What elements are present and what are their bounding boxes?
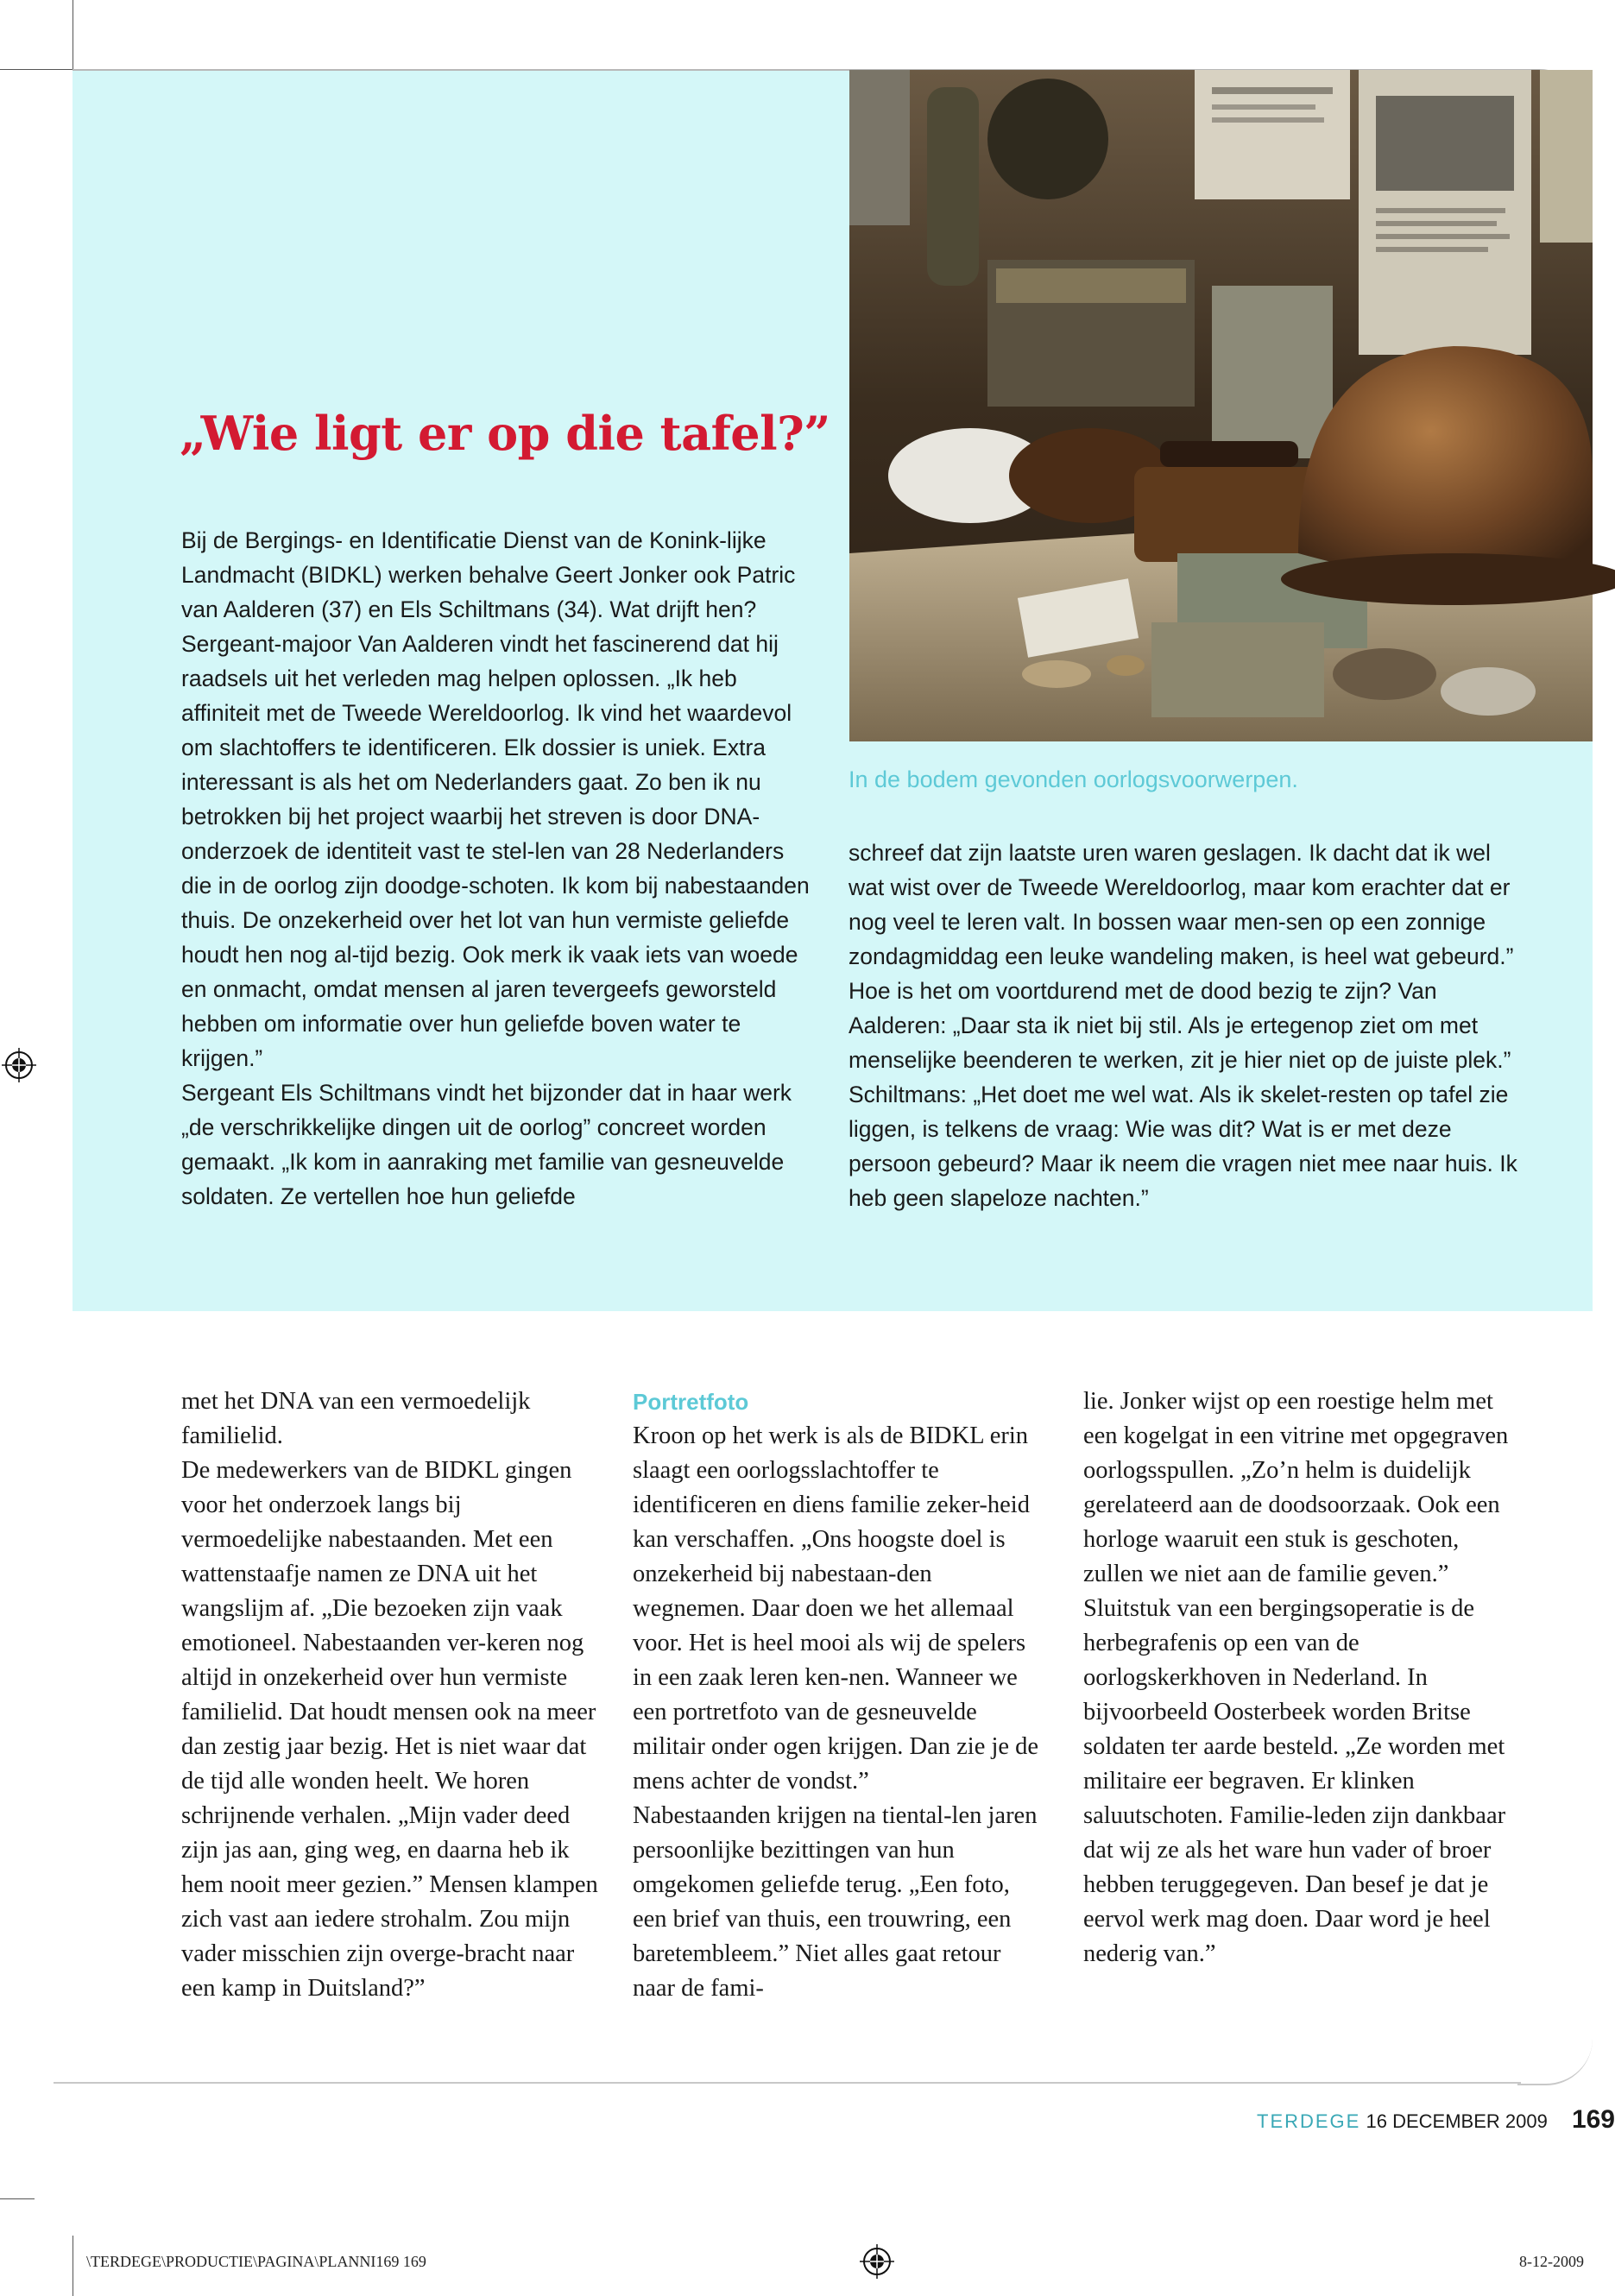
slug-path: \TERDEGE\PRODUCTIE\PAGINA\PLANNI169 169 [86, 2253, 426, 2270]
slug-date: 8-12-2009 [1519, 2253, 1584, 2270]
body-paragraph: Sluitstuk van een bergingsoperatie is de herbegrafenis op een van de oorlogskerkhoven in Nederland. In bijvoorbeeld Oosterbeek worden Britse soldaten ter aarde besteld. „Ze worden met militaire eer begraven. Er klinken saluutschoten. Familie-leden zijn dankbaar dat wij ze als het ware hun vader of broer hebben teruggegeven. Dan besef je dat je eervol werk mag doen. Daar word je heel nederig van.” [1083, 1595, 1506, 1967]
body-paragraph: De medewerkers van de BIDKL gingen voor het onderzoek langs bij vermoedelijke nabestaanden. Met een wattenstaafje namen ze DNA uit het wangslijm af. „Die bezoeken zijn vaak emotioneel. Nabestaanden ver-keren nog altijd in onzekerheid over hun vermiste familielid. Dat houdt mensen ook na meer dan zestig jaar bezig. Het is niet waar dat de tijd alle wonden heelt. We horen schrijnende verhalen. „Mijn vader deed zijn jas aan, ging weg, en daarna heb ik hem nooit meer gezien.” Mensen klampen zich vast aan iedere strohalm. Zou mijn vader misschien zijn overge-bracht naar een kamp in Duitsland?” [181, 1457, 598, 2002]
body-column-1 [181, 1385, 604, 2006]
artifacts-photo [849, 70, 1593, 741]
crop-mark [0, 2198, 35, 2199]
artifacts-illustration [849, 70, 1593, 741]
footer-rule [54, 2082, 1521, 2084]
intro-text [181, 523, 811, 1214]
box-paragraph: Hoe is het om voortdurend met de dood bezig te zijn? Van Aalderen: „Daar sta ik niet bij stil. Als je ertegenop ziet om met menselijke beenderen te werken, zit je hier niet op de juiste plek.” Schiltmans: „Het doet me wel wat. Als ik skelet-resten op tafel zie liggen, is telkens de vraag: Wie was dit? Wat is er met deze persoon gebeurd? Maar ik neem die vragen niet mee naar huis. Ik heb geen slapeloze nachten.” [849, 978, 1517, 1211]
subheading-portretfoto: Portretfoto [633, 1389, 749, 1415]
body-column-2 [633, 1385, 1045, 2006]
photo-caption: In de bodem gevonden oorlogsvoorwerpen. [849, 766, 1298, 792]
registration-mark-icon [2, 1048, 36, 1082]
crop-mark [0, 69, 73, 70]
page-footer [1257, 2105, 1615, 2135]
box-paragraph: schreef dat zijn laatste uren waren geslagen. Ik dacht dat ik wel wat wist over de Tweede Wereldoorlog, maar kom erachter dat er nog veel te leren valt. In bossen waar men-sen op een zonnige zondagmiddag een leuke wandeling maken, is heel wat gebeurd.” [849, 840, 1514, 969]
body-paragraph: Kroon op het werk is als de BIDKL erin slaagt een oorlogsslachtoffer te identificeren en diens familie zeker-heid kan verschaffen. „Ons hoogste doel is onzekerheid bij nabestaan-den wegnemen. Daar doen we het allemaal voor. Het is heel mooi als wij de spelers in een zaak leren ken-nen. Wanneer we een portretfoto van de gesneuvelde militair onder ogen krijgen. Dan zie je de mens achter de vondst.” [633, 1422, 1039, 1795]
article-heading: „Wie ligt er op die tafel?” [180, 406, 830, 461]
footer-corner-curve [1517, 2039, 1593, 2085]
body-paragraph: Nabestaanden krijgen na tiental-len jaren persoonlijke bezittingen van hun omgekomen geliefde terug. „Een foto, een brief van thuis, een trouwring, een baretembleem.” Niet alles gaat retour naar de fami- [633, 1802, 1038, 2002]
magazine-name: TERDEGE [1257, 2110, 1361, 2132]
registration-mark-icon [860, 2244, 894, 2279]
intro-paragraph: Bij de Bergings- en Identificatie Dienst van de Konink-lijke Landmacht (BIDKL) werken behalve Geert Jonker ook Patric van Aalderen (37) en Els Schiltmans (34). Wat drijft hen? [181, 527, 796, 622]
page-number: 169 [1571, 2105, 1615, 2134]
box-right-column [849, 836, 1522, 1215]
issue-date: 16 DECEMBER 2009 [1366, 2110, 1548, 2132]
intro-paragraph: Sergeant-majoor Van Aalderen vindt het fascinerend dat hij raadsels uit het verleden mag helpen oplossen. „Ik heb affiniteit met de Tweede Wereldoorlog. Ik vind het waardevol om slachtoffers te identificeren. Elk dossier is uniek. Extra interessant is als het om Nederlanders gaat. Zo ben ik nu betrokken bij het project waarbij het streven is door DNA-onderzoek de identiteit vast te stel-len van 28 Nederlanders die in de oorlog zijn doodge-schoten. Ik kom bij nabestaanden thuis. De onzekerheid over het lot van hun vermiste geliefde houdt hen nog al-tijd bezig. Ook merk ik vaak iets van woede en onmacht, omdat mensen al jaren tevergeefs geworsteld hebben om informatie over hun geliefde boven water te krijgen.” [181, 631, 810, 1071]
body-paragraph: lie. Jonker wijst op een roestige helm met een kogelgat in een vitrine met opgegraven oorlogsspullen. „Zo’n helm is duidelijk gerelateerd aan de doodsoorzaak. Ook een horloge waaruit een stuk is geschoten, zullen we niet aan de familie geven.” [1083, 1388, 1509, 1587]
body-column-3 [1083, 1385, 1515, 1971]
body-paragraph: met het DNA van een vermoedelijk familielid. [181, 1388, 531, 1449]
intro-paragraph: Sergeant Els Schiltmans vindt het bijzonder dat in haar werk „de verschrikkelijke dingen uit de oorlog” concreet worden gemaakt. „Ik kom in aanraking met familie van gesneuvelde soldaten. Ze vertellen hoe hun geliefde [181, 1080, 792, 1209]
